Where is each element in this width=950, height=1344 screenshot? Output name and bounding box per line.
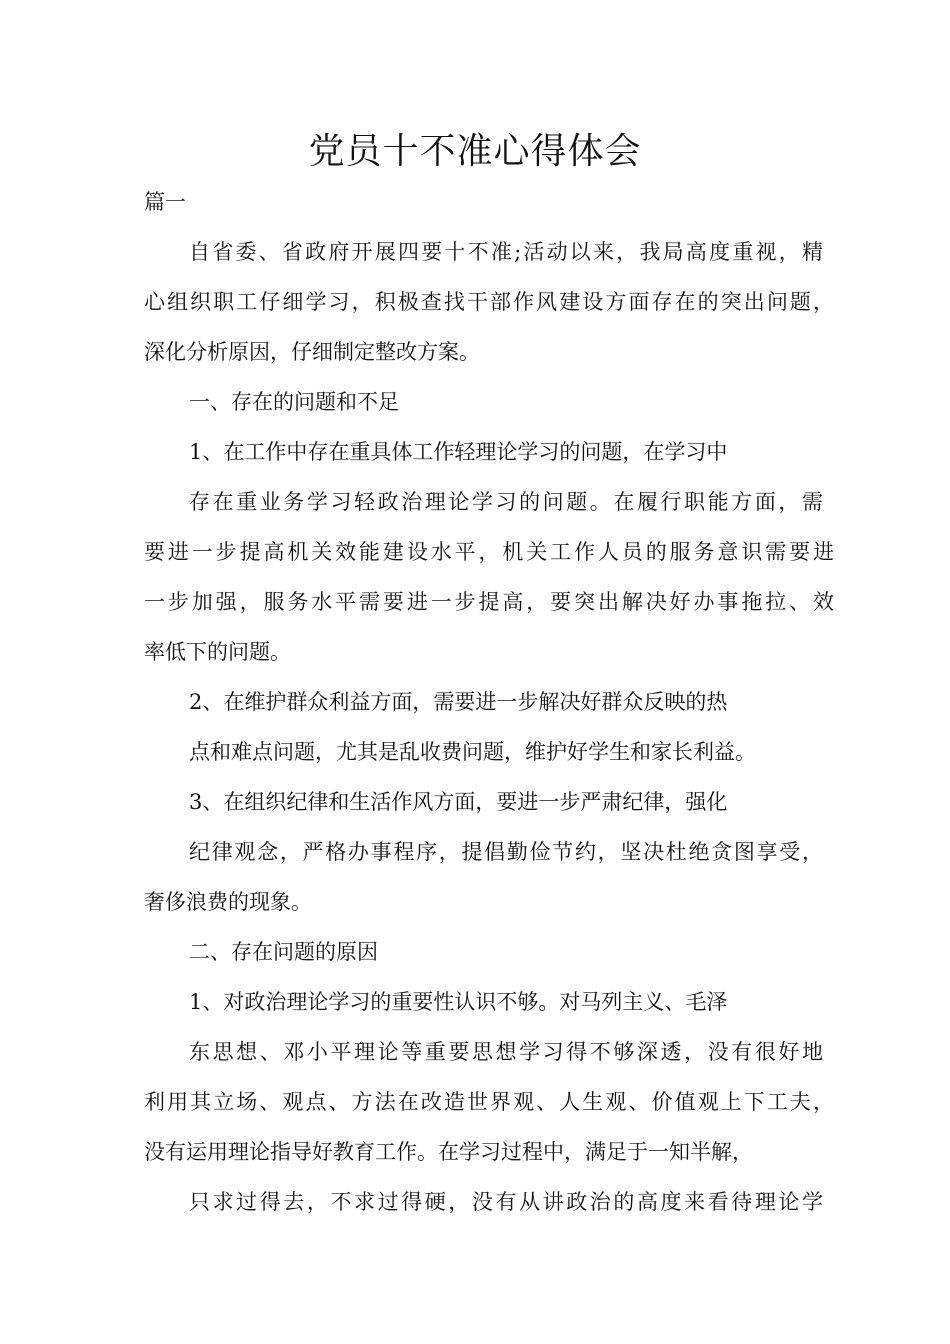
paragraph-line: 3、在组织纪律和生活作风方面，要进一步严肃纪律，强化 [189, 790, 728, 814]
paragraph-line: 一步加强，服务水平需要进一步提高，要突出解决好办事拖拉、效 [144, 590, 834, 614]
paragraph-line: 心组织职工仔细学习，积极查找干部作风建设方面存在的突出问题， [144, 290, 834, 314]
section-heading: 二、存在问题的原因 [189, 940, 378, 964]
paragraph-line: 东思想、邓小平理论等重要思想学习得不够深透，没有很好地 [189, 1040, 823, 1064]
document-title: 党员十不准心得体会 [308, 131, 642, 172]
paragraph-line: 利用其立场、观点、方法在改造世界观、人生观、价值观上下工夫， [144, 1090, 834, 1114]
paragraph-line: 2、在维护群众利益方面，需要进一步解决好群众反映的热 [189, 690, 728, 714]
paragraph-line: 要进一步提高机关效能建设水平，机关工作人员的服务意识需要进 [144, 540, 834, 564]
paragraph-line: 点和难点问题，尤其是乱收费问题，维护好学生和家长利益。 [189, 740, 756, 764]
section-heading: 一、存在的问题和不足 [189, 390, 399, 414]
paragraph-line: 只求过得去，不求过得硬，没有从讲政治的高度来看待理论学 [189, 1190, 823, 1214]
paragraph-line: 自省委、省政府开展四要十不准;活动以来，我局高度重视，精 [189, 240, 823, 264]
paragraph-line: 奢侈浪费的现象。 [144, 890, 312, 914]
paragraph-line: 1、在工作中存在重具体工作轻理论学习的问题，在学习中 [189, 440, 728, 464]
paragraph-line: 纪律观念，严格办事程序，提倡勤俭节约，坚决杜绝贪图享受， [189, 840, 823, 864]
paragraph-line: 深化分析原因，仔细制定整改方案。 [144, 340, 480, 364]
section-label: 篇一 [144, 190, 186, 214]
paragraph-line: 存在重业务学习轻政治理论学习的问题。在履行职能方面，需 [189, 490, 823, 514]
paragraph-line: 没有运用理论指导好教育工作。在学习过程中，满足于一知半解， [144, 1140, 753, 1164]
paragraph-line: 1、对政治理论学习的重要性认识不够。对马列主义、毛泽 [189, 990, 728, 1014]
paragraph-line: 率低下的问题。 [144, 640, 291, 664]
